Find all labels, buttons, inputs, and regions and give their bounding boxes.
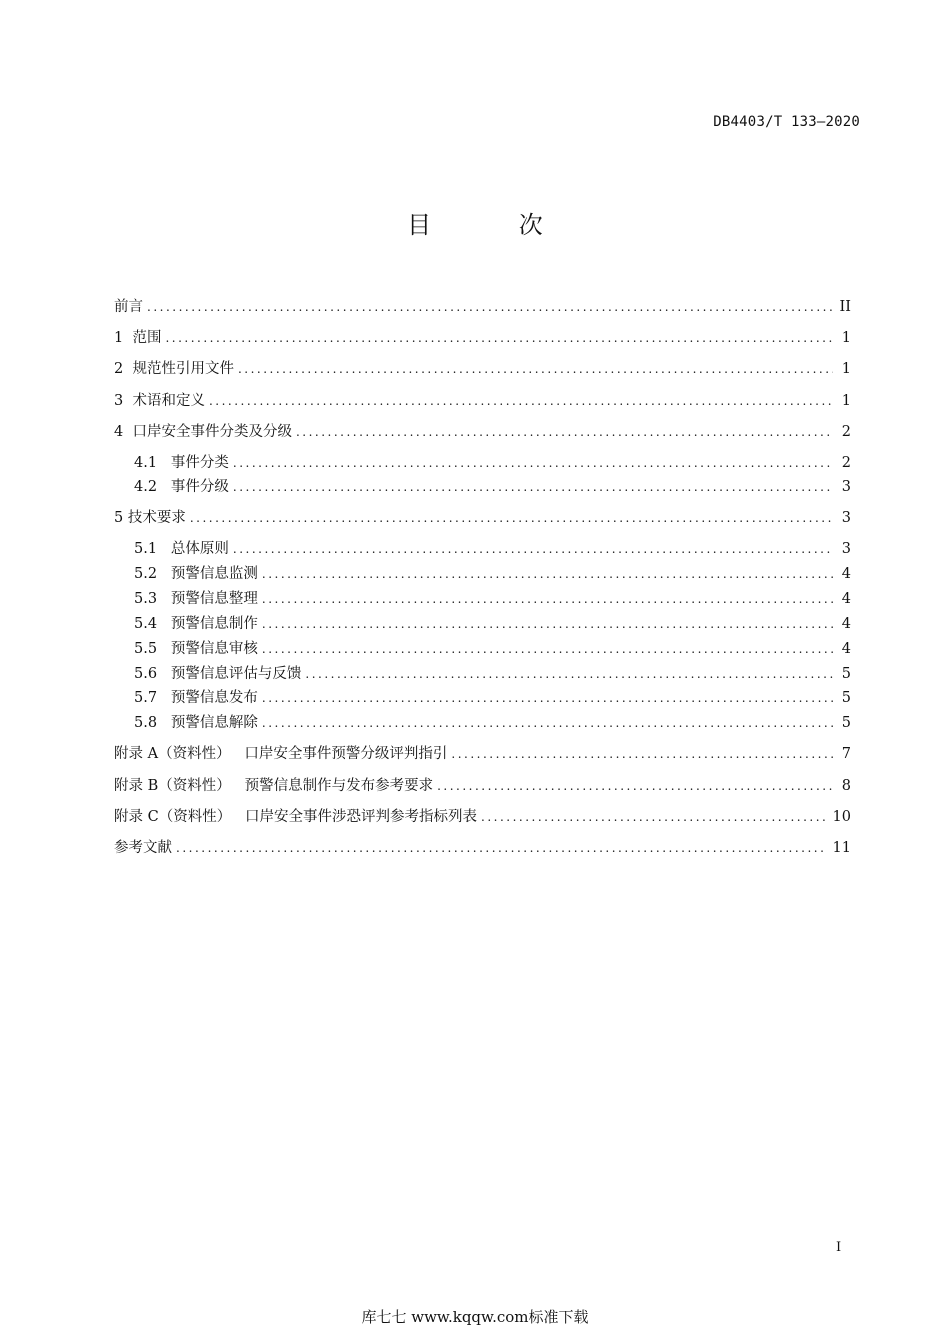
toc-entry-number: 5.5 bbox=[134, 641, 171, 657]
toc-entry-page: 1 bbox=[841, 393, 851, 409]
toc-entry-number: 5.2 bbox=[134, 566, 171, 582]
toc-entry-number: 附录 A（资料性） bbox=[114, 746, 245, 762]
toc-entry-5-1[interactable] bbox=[114, 538, 851, 560]
toc-entry-label: 前言 bbox=[114, 299, 143, 315]
toc-entry-label: 总体原则 bbox=[170, 541, 229, 557]
toc-entry-number: 5.3 bbox=[134, 591, 171, 607]
toc-entry-page: 7 bbox=[841, 746, 851, 762]
toc-entry-number: 5.1 bbox=[134, 541, 171, 557]
toc-entry-page: 5 bbox=[841, 690, 851, 706]
toc-entry-label: 范围 bbox=[132, 330, 162, 346]
toc-entry-page: 3 bbox=[841, 510, 851, 526]
toc-entry-5-5[interactable] bbox=[114, 638, 851, 660]
toc-entry-5-3[interactable] bbox=[114, 588, 851, 610]
toc-leader-dots bbox=[147, 296, 833, 318]
toc-leader-dots bbox=[262, 588, 833, 610]
toc-entry-page: 8 bbox=[841, 778, 851, 794]
toc-entry-label: 预警信息制作与发布参考要求 bbox=[244, 778, 434, 794]
toc-entry-1[interactable] bbox=[114, 327, 851, 349]
toc-entry-5-4[interactable] bbox=[114, 613, 851, 635]
toc-entry-number: 3 bbox=[114, 393, 133, 409]
toc-entry-label: 口岸安全事件分类及分级 bbox=[132, 424, 292, 440]
toc-entry-number: 4.2 bbox=[134, 479, 171, 495]
toc-leader-dots bbox=[165, 327, 833, 349]
toc-entry-label: 预警信息监测 bbox=[170, 566, 258, 582]
toc-entry-label: 预警信息解除 bbox=[170, 715, 258, 731]
toc-entry-label: 预警信息审核 bbox=[170, 641, 258, 657]
toc-entry-label: 规范性引用文件 bbox=[132, 361, 234, 377]
toc-entry-number: 附录 B（资料性） bbox=[114, 778, 245, 794]
toc-entry-page: 4 bbox=[841, 641, 851, 657]
toc-entry-number: 5.4 bbox=[134, 616, 171, 632]
toc-entry-number: 附录 C（资料性） bbox=[114, 809, 246, 825]
toc-entry-label: 口岸安全事件涉恐评判参考指标列表 bbox=[245, 809, 478, 825]
toc-entry-page: 4 bbox=[841, 591, 851, 607]
toc-leader-dots bbox=[262, 613, 833, 635]
toc-entry-number: 5.6 bbox=[134, 666, 171, 682]
toc-entry-label: 事件分级 bbox=[170, 479, 229, 495]
toc-entry-page: 3 bbox=[841, 479, 851, 495]
toc-entry-appendix-b[interactable] bbox=[114, 775, 851, 797]
toc-entry-number: 1 bbox=[114, 330, 133, 346]
toc-leader-dots bbox=[305, 663, 833, 685]
toc-entry-page: 4 bbox=[841, 616, 851, 632]
toc-entry-number: 5.7 bbox=[134, 690, 171, 706]
toc-leader-dots bbox=[209, 390, 833, 412]
toc-entry-page: 3 bbox=[841, 541, 851, 557]
toc-entry-5-6[interactable] bbox=[114, 663, 851, 685]
toc-entry-appendix-a[interactable] bbox=[114, 743, 851, 765]
toc-entry-label: 技术要求 bbox=[127, 510, 186, 526]
toc-entry-3[interactable] bbox=[114, 390, 851, 412]
toc-entry-label: 预警信息评估与反馈 bbox=[170, 666, 302, 682]
toc-leader-dots bbox=[437, 775, 833, 797]
toc-entry-page: 1 bbox=[841, 361, 851, 377]
document-code: DB4403/T 133—2020 bbox=[713, 114, 860, 130]
toc-entry-label: 术语和定义 bbox=[132, 393, 205, 409]
toc-entry-label: 口岸安全事件预警分级评判指引 bbox=[244, 746, 448, 762]
toc-leader-dots bbox=[262, 563, 833, 585]
page-title: 目 次 bbox=[407, 211, 583, 239]
toc-entry-label: 事件分类 bbox=[170, 455, 229, 471]
toc-entry-5-7[interactable] bbox=[114, 687, 851, 709]
toc-entry-4-2[interactable] bbox=[114, 476, 851, 498]
toc-leader-dots bbox=[296, 421, 833, 443]
toc-leader-dots bbox=[451, 743, 833, 765]
toc-entry-5-8[interactable] bbox=[114, 712, 851, 734]
toc-leader-dots bbox=[262, 687, 833, 709]
toc-entry-number: 5.8 bbox=[134, 715, 171, 731]
toc-entry-foreword[interactable] bbox=[114, 296, 851, 318]
toc-leader-dots bbox=[190, 507, 833, 529]
toc-entry-page: 2 bbox=[841, 455, 851, 471]
toc-leader-dots bbox=[262, 638, 833, 660]
toc-leader-dots bbox=[238, 358, 833, 380]
toc-entry-page: 5 bbox=[841, 715, 851, 731]
toc-leader-dots bbox=[262, 712, 833, 734]
toc-entry-references[interactable] bbox=[114, 837, 851, 859]
toc-entry-page: 5 bbox=[841, 666, 851, 682]
toc-entry-label: 参考文献 bbox=[114, 840, 172, 856]
toc-entry-page: 4 bbox=[841, 566, 851, 582]
toc-entry-2[interactable] bbox=[114, 358, 851, 380]
toc-leader-dots bbox=[233, 452, 833, 474]
toc-entry-5[interactable] bbox=[114, 507, 851, 529]
toc-entry-number: 2 bbox=[114, 361, 133, 377]
toc-entry-page: II bbox=[839, 299, 851, 315]
toc-entry-page: 10 bbox=[832, 809, 851, 825]
toc-entry-page: 11 bbox=[832, 840, 851, 856]
toc-entry-number: 4.1 bbox=[134, 455, 171, 471]
toc-entry-4[interactable] bbox=[114, 421, 851, 443]
footer-watermark: 库七七 www.kqqw.com标准下载 bbox=[361, 1308, 589, 1326]
toc-leader-dots bbox=[233, 538, 833, 560]
toc-entry-4-1[interactable] bbox=[114, 452, 851, 474]
toc-entry-label: 预警信息制作 bbox=[170, 616, 258, 632]
toc-entry-number: 5 bbox=[114, 510, 128, 526]
toc-entry-page: 1 bbox=[841, 330, 851, 346]
page-number: I bbox=[836, 1240, 842, 1255]
toc-leader-dots bbox=[481, 806, 827, 828]
toc-entry-appendix-c[interactable] bbox=[114, 806, 851, 828]
toc-entry-5-2[interactable] bbox=[114, 563, 851, 585]
toc-entry-label: 预警信息发布 bbox=[170, 690, 258, 706]
toc-entry-label: 预警信息整理 bbox=[170, 591, 258, 607]
toc-entry-number: 4 bbox=[114, 424, 133, 440]
toc-leader-dots bbox=[176, 837, 827, 859]
toc-leader-dots bbox=[233, 476, 833, 498]
toc-entry-page: 2 bbox=[841, 424, 851, 440]
